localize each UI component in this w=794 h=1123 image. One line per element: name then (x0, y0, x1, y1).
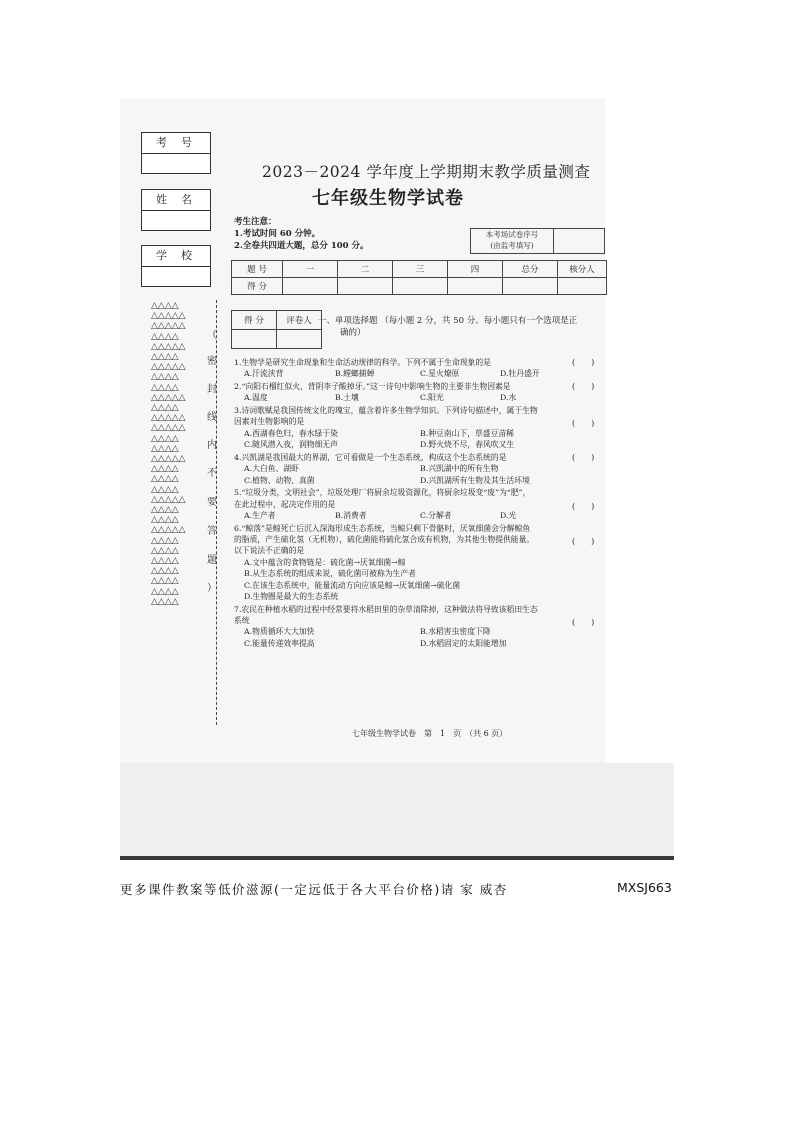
score-cell (393, 278, 448, 295)
exam-title-line1: 2023－2024 学年度上学期期末教学质量测查 (262, 163, 591, 181)
score-table-header: 题 号 (232, 261, 283, 278)
answer-bracket: ( ) (572, 452, 595, 462)
score-table-header: 一 (283, 261, 338, 278)
triangle-row: △△△△ (151, 443, 179, 454)
answer-option: D.光 (500, 511, 517, 520)
exam-title-line2: 七年级生物学试卷 (312, 188, 464, 209)
triangle-row: △△△△ (151, 556, 179, 567)
seat-number-field (552, 228, 605, 254)
triangle-row: △△△△ (151, 382, 179, 393)
name-field (142, 211, 210, 230)
score-table-row (232, 278, 607, 295)
answer-bracket: ( ) (572, 382, 595, 391)
exam-number-label: 考号 (142, 133, 210, 154)
answer-bracket: ( ) (572, 537, 595, 546)
answer-option: C.阳光 (420, 393, 444, 403)
bottom-code: MXSJ663 (617, 880, 672, 895)
triangle-row: △△△△ (151, 566, 179, 577)
seat-number-box (470, 228, 554, 254)
exam-number-field (142, 154, 210, 173)
grader-name-cell (277, 330, 322, 349)
triangle-row: △△△△ (151, 301, 179, 311)
question-stem: 2.“向阳石榴红似火，背阴李子酸掉牙。”这一诗句中影响生物的主要非生物因素是 (234, 382, 511, 391)
score-table-header: 二 (338, 261, 393, 278)
question-stem: 的脂质，产生硫化氢（无机物），硫化菌能将硫化氢合成有机物，为其他生物提供能量。 (234, 535, 535, 544)
question-stem: 1.生物学是研究生命现象和生命活动规律的科学。下列不属于生命现象的是 (234, 358, 491, 367)
answer-option: B.消费者 (335, 511, 367, 520)
answer-option: A.物质循环大大加快 (244, 627, 315, 637)
answer-option: D.兴凯湖所有生物及其生活环境 (420, 475, 530, 485)
triangle-row: △△△△ (151, 372, 179, 383)
triangle-row: △△△△ (151, 535, 179, 546)
seal-line-char: 内 (207, 440, 217, 451)
page-footer: 七年级生物学试卷 第 1 页 （共 6 页） (352, 729, 508, 738)
answer-option: B.从生态系统的组成来说，硫化菌可被称为生产者 (244, 569, 416, 579)
score-row-label: 得 分 (232, 278, 283, 295)
triangle-row: △△△△△ (151, 321, 186, 332)
triangle-row: △△△△ (151, 464, 179, 475)
triangle-row: △△△△ (151, 515, 179, 526)
triangle-row: △△△△ (151, 596, 179, 607)
name-label: 姓名 (142, 190, 210, 211)
section1-title: 一、单项选择题 （每小题 2 分，共 50 分。每小题只有一个选项是正 (318, 316, 578, 326)
score-table-header: 核分人 (558, 261, 607, 278)
notice-line-2: 2.全卷共四道大题，总分 100 分。 (234, 241, 369, 251)
answer-option: C.分解者 (420, 511, 452, 520)
score-cell (283, 278, 338, 295)
seal-line-char: 封 (207, 384, 217, 395)
grader-table (231, 310, 322, 349)
question-stem: 在此过程中，起决定作用的是 (234, 499, 336, 509)
answer-option: B.土壤 (335, 393, 359, 403)
score-table-header: 总分 (503, 261, 558, 278)
answer-option: D.野火烧不尽，春风吹又生 (420, 440, 515, 450)
question-stem: 7.农民在种植水稻的过程中经常要将水稻田里的杂草清除掉，这种做法将导致该稻田生态 (234, 604, 538, 614)
triangle-row: △△△△ (151, 505, 179, 516)
answer-option: B.兴凯湖中的所有生物 (420, 464, 499, 474)
answer-option: C.在该生态系统中，能量流动方向应该是鲸→厌氧细菌→硫化菌 (244, 580, 461, 590)
school-field (142, 267, 210, 286)
seal-line-char: ） (207, 583, 217, 594)
triangle-row: △△△△ (151, 433, 179, 444)
score-cell (503, 278, 558, 295)
triangle-row: △△△△△ (151, 454, 186, 465)
bottom-ad-text: 更多课件教案等低价滋源(一定远低于各大平台价格)请 家 威杏 (120, 882, 508, 897)
triangle-row: △△△△△ (151, 341, 186, 352)
triangle-row: △△△△△ (151, 525, 186, 536)
school-label: 学校 (142, 246, 210, 267)
answer-bracket: ( ) (572, 501, 595, 511)
score-cell (448, 278, 503, 295)
answer-bracket: ( ) (572, 618, 595, 627)
grader-score-cell (232, 330, 277, 349)
section1-title-cont: 确的） (340, 328, 366, 338)
seal-line-char: 要 (207, 497, 217, 508)
grader-score-label: 得 分 (232, 311, 277, 330)
triangle-row: △△△△ (151, 545, 179, 556)
score-cell (338, 278, 393, 295)
seal-dashed-line (216, 300, 217, 725)
score-table-header: 四 (448, 261, 503, 278)
triangle-row: △△△△ (151, 403, 179, 414)
triangle-row: △△△△△ (151, 494, 186, 505)
notice-heading: 考生注意： (234, 217, 277, 227)
answer-option: D.水 (500, 393, 517, 403)
triangle-row: △△△△ (151, 576, 179, 587)
grader-name-label: 评卷人 (277, 311, 322, 330)
seal-line-char: 不 (207, 468, 217, 479)
answer-option: B.螳螂捕蝉 (335, 369, 375, 379)
question-stem: 以下说法不正确的是 (234, 546, 305, 556)
answer-bracket: ( ) (572, 419, 595, 429)
triangle-row: △△△△ (151, 331, 179, 342)
answer-option: B.水稻害虫密度下降 (420, 627, 491, 637)
question-stem: 3.诗词歌赋是我国传统文化的瑰宝，蕴含着许多生物学知识。下列诗句描述中，属于生物 (234, 406, 538, 415)
answer-option: D.生物圈是最大的生态系统 (244, 592, 339, 601)
answer-option: D.牡丹盛开 (500, 369, 540, 379)
question-stem: 6.“鲸落”是鲸死亡后沉入深海形成生态系统，当鲸只剩下骨骼时，厌氧细菌会分解鲸鱼 (234, 523, 531, 533)
seat-number-note: (由监考填写) (490, 241, 534, 250)
name-box (141, 189, 211, 231)
triangle-row: △△△△ (151, 586, 179, 597)
seal-line-char: （ (207, 330, 217, 341)
answer-option: C.随风潜入夜，润物细无声 (244, 440, 338, 450)
answer-option: C.能量传递效率提高 (244, 638, 315, 648)
seat-number-label: 本考场试卷序号 (485, 230, 539, 239)
answer-option: A.汗流浃背 (244, 369, 284, 379)
exam-number-box (141, 132, 211, 174)
question-stem: 因素对生物影响的是 (234, 417, 305, 427)
triangle-row: △△△△△ (151, 311, 186, 322)
score-cell (558, 278, 607, 295)
seal-line-char: 答 (207, 526, 217, 537)
triangle-seal-column (151, 301, 186, 607)
answer-option: B.种豆南山下，草盛豆苗稀 (420, 428, 514, 438)
triangle-row: △△△△△ (151, 392, 186, 403)
answer-option: C.植物、动物、真菌 (244, 475, 315, 485)
triangle-row: △△△△ (151, 352, 179, 363)
scan-edge (120, 856, 674, 860)
school-box (141, 245, 211, 287)
seal-line-char: 密 (207, 356, 217, 367)
answer-option: A.生产者 (244, 511, 276, 520)
triangle-row: △△△△△ (151, 423, 186, 434)
seal-line-char: 线 (207, 412, 217, 423)
score-table-header-row (232, 261, 607, 278)
answer-option: D.水稻固定的太阳能增加 (420, 638, 507, 648)
notice-line-1: 1.考试时间 60 分钟。 (234, 229, 321, 239)
answer-option: A.西湖春色归，春水绿于染 (244, 428, 338, 438)
question-stem: 系统 (234, 616, 250, 625)
answer-bracket: ( ) (572, 358, 595, 367)
scan-margin (120, 763, 674, 859)
answer-option: A.文中蕴含的食物链是：硫化菌→厌氧细菌→鲸 (244, 557, 406, 567)
triangle-row: △△△△ (151, 474, 179, 485)
triangle-row: △△△△ (151, 484, 179, 495)
triangle-row: △△△△△ (151, 413, 186, 424)
answer-option: C.星火燎原 (420, 369, 460, 379)
seal-line-char: 题 (207, 555, 217, 566)
question-stem: 5.“垃圾分类，文明社会”，垃圾处理厂将厨余垃圾资源化，将厨余垃圾变“废”为“肥”， (234, 488, 531, 498)
score-table (231, 260, 607, 295)
score-table-header: 三 (393, 261, 448, 278)
triangle-row: △△△△△ (151, 362, 186, 373)
question-stem: 4.兴凯湖是我国最大的界湖，它可看做是一个生态系统，构成这个生态系统的是 (234, 452, 507, 462)
answer-option: A.温度 (244, 393, 268, 403)
answer-option: A.大白鱼、湖虾 (244, 464, 299, 474)
